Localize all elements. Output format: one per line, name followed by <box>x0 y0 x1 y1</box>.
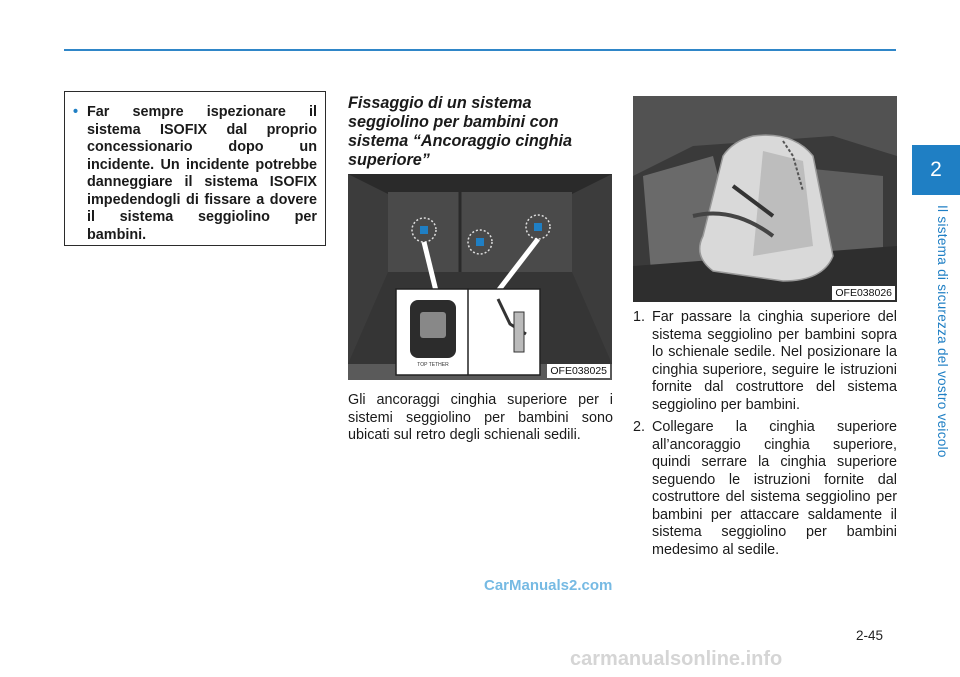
step-number: 1. <box>633 309 646 325</box>
watermark-top: CarManuals2.com <box>484 577 613 594</box>
step-item <box>633 309 897 414</box>
figure-code: OFE038026 <box>832 286 895 300</box>
section-heading: Fissaggio di un sistema seggiolino per bambini con sistema “Ancoraggio cinghia superiore” <box>348 94 572 169</box>
figure-code: OFE038025 <box>547 364 610 378</box>
figure-cargo-anchors <box>348 174 612 380</box>
tag-label: TOP TETHER <box>417 362 449 368</box>
figure-child-seat <box>633 96 897 302</box>
warning-item <box>73 104 317 244</box>
chapter-number: 2 <box>930 158 942 181</box>
chapter-number-tab <box>912 145 960 195</box>
chapter-title: Il sistema di sicurezza del vostro veicolo <box>935 205 950 458</box>
warning-box <box>64 91 326 246</box>
warning-text: Far sempre ispezionare il sistema ISOFIX dal proprio concessionario dopo un incidente. Un incidente potrebbe danneggiare il sistema ISOFIX impedendogli di fissare a dovere il sistema seggiolino per bambini. <box>87 104 317 243</box>
bullet-icon: • <box>73 104 79 120</box>
step-text: Collegare la cinghia superiore all’ancoraggio cinghia superiore, quindi serrare la cinghia superiore seguendo le istruzioni fornite dal costruttore del sistema seggiolino per bambini per attaccare saldamente il sistema seggiolino per bambini medesimo al sedile. <box>652 419 897 558</box>
instruction-steps <box>633 309 897 564</box>
cargo-illustration <box>348 174 612 380</box>
watermark-bottom: carmanualsonline.info <box>570 648 783 670</box>
step-item <box>633 419 897 559</box>
header-rule <box>64 49 896 51</box>
child-seat-illustration <box>633 96 897 302</box>
section-body: Gli ancoraggi cinghia superiore per i sistemi seggiolino per bambini sono ubicati sul retro degli schienali sedili. <box>348 392 613 443</box>
page-number: 2-45 <box>856 628 884 643</box>
step-number: 2. <box>633 419 646 435</box>
step-text: Far passare la cinghia superiore del sistema seggiolino per bambini sopra lo schienale sedile. Nel posizionare la cinghia superiore, seguire le istruzioni fornite dal costruttore del sistema seggiolino per bambini. <box>652 309 897 413</box>
